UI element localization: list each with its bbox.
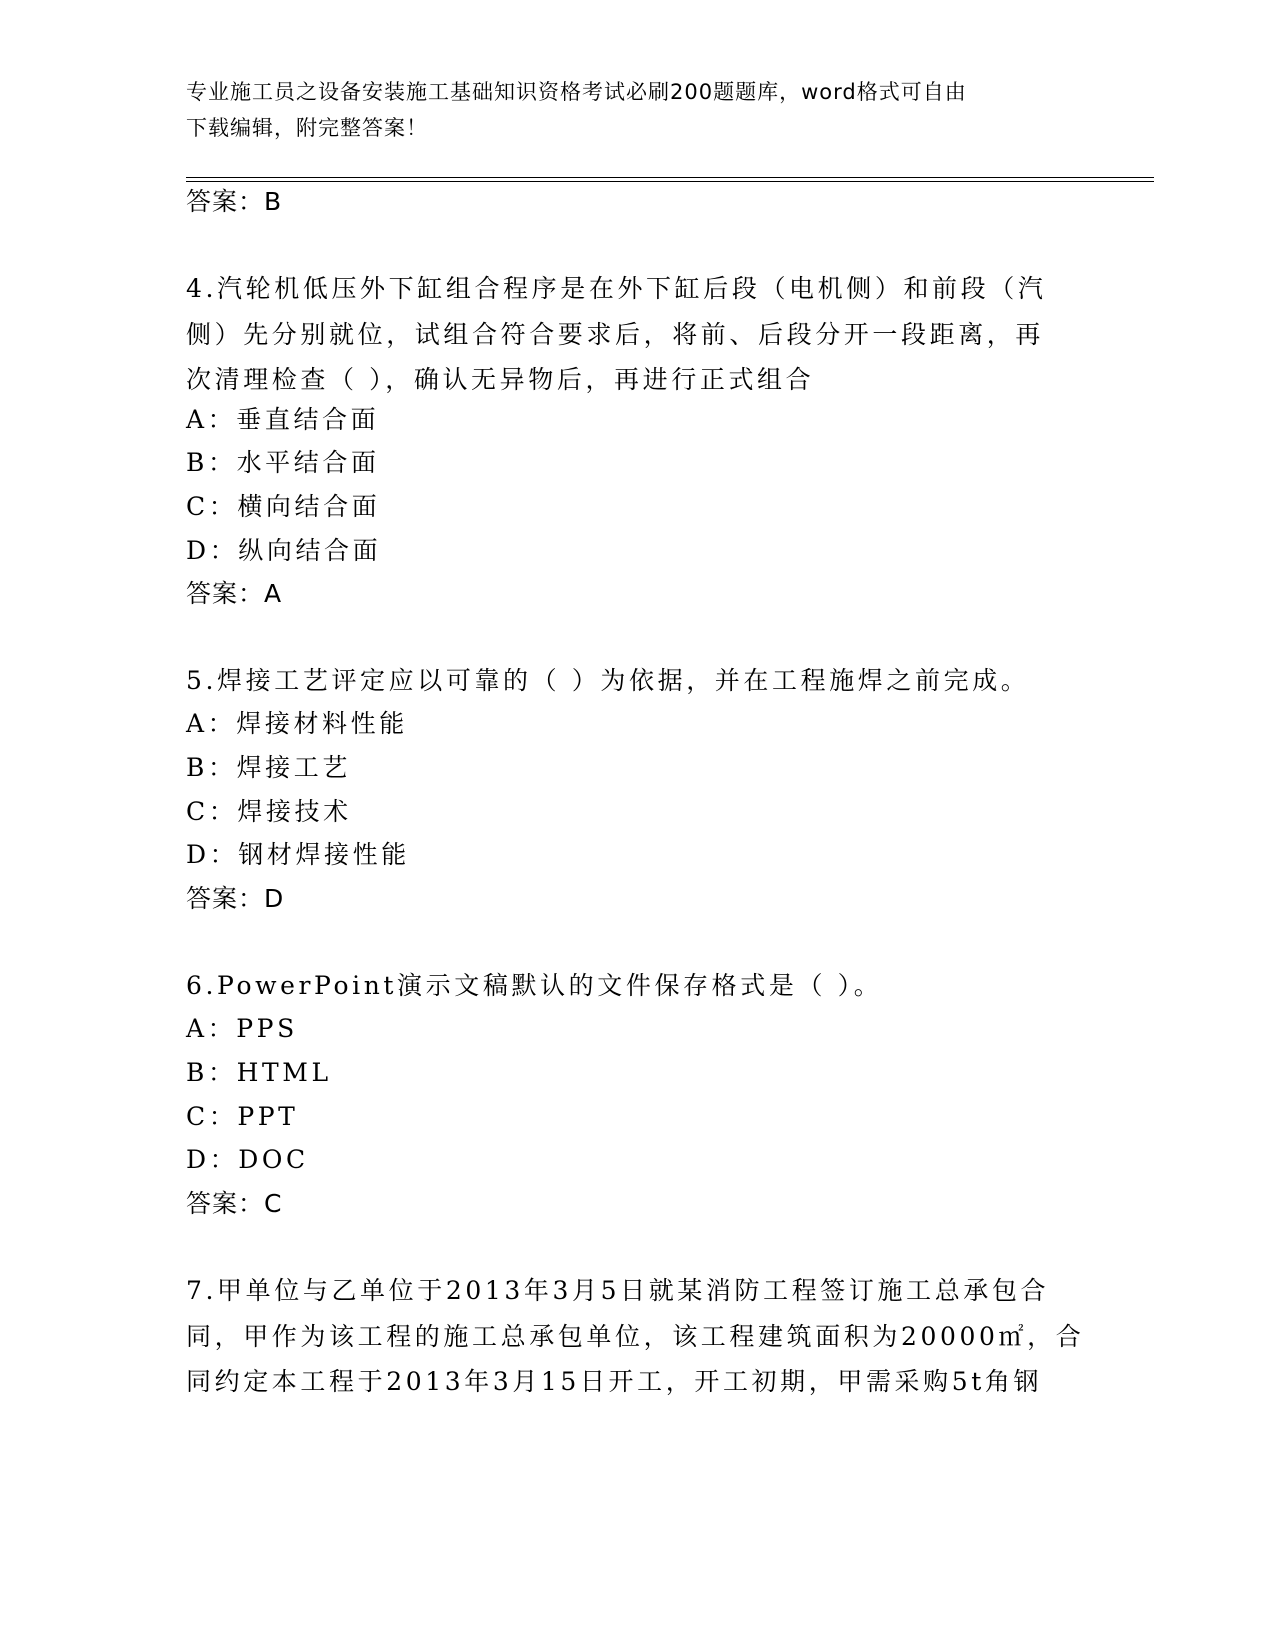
header-title-line-2: 下载编辑，附完整答案！: [186, 116, 428, 140]
question-5-line-1: 5.焊接工艺评定应以可靠的（ ）为依据，并在工程施焊之前完成。: [186, 666, 1030, 695]
question-4-line-3: 次清理检查（ ），确认无异物后，再进行正式组合: [186, 365, 815, 394]
question-5-option-d: D：钢材焊接性能: [186, 840, 410, 869]
question-4-option-b: B：水平结合面: [186, 448, 380, 477]
answer-previous: 答案：B: [186, 187, 283, 216]
header-title-line-1: 专业施工员之设备安装施工基础知识资格考试必刷200题题库，word格式可自由: [186, 80, 967, 104]
question-7-line-2: 同，甲作为该工程的施工总承包单位，该工程建筑面积为20000㎡，合: [186, 1321, 1085, 1351]
question-6-line-1: 6.PowerPoint演示文稿默认的文件保存格式是（ ）。: [186, 971, 883, 1000]
question-5-option-a: A：焊接材料性能: [186, 709, 408, 738]
question-5-option-c: C：焊接技术: [186, 797, 352, 826]
question-5-option-b: B：焊接工艺: [186, 753, 351, 782]
question-4-option-a: A：垂直结合面: [186, 405, 380, 434]
header-divider: [186, 177, 1154, 182]
question-5-stem: [186, 658, 1086, 704]
question-6-option-d: D：DOC: [186, 1145, 309, 1174]
question-6-answer: 答案：C: [186, 1189, 283, 1218]
question-6-option-a: A：PPS: [186, 1014, 298, 1043]
question-6-option-c: C：PPT: [186, 1102, 299, 1131]
question-7-line-1: 7.甲单位与乙单位于2013年3月5日就某消防工程签订施工总承包合: [186, 1276, 1050, 1305]
question-6-option-b: B：HTML: [186, 1058, 332, 1087]
question-7-line-3: 同约定本工程于2013年3月15日开工，开工初期，甲需采购5t角钢: [186, 1367, 1043, 1396]
question-4-answer: 答案：A: [186, 579, 283, 608]
document-header: [186, 74, 1086, 146]
question-5-answer: 答案：D: [186, 884, 285, 913]
question-7-stem: [186, 1268, 1086, 1405]
question-6-stem: [186, 963, 1086, 1009]
question-4-line-2: 侧）先分别就位，试组合符合要求后，将前、后段分开一段距离，再: [186, 319, 1045, 349]
question-4-option-c: C：横向结合面: [186, 492, 381, 521]
question-4-option-d: D：纵向结合面: [186, 536, 382, 565]
question-4-stem: [186, 266, 1086, 403]
question-4-line-1: 4.汽轮机低压外下缸组合程序是在外下缸后段（电机侧）和前段（汽: [186, 274, 1047, 303]
